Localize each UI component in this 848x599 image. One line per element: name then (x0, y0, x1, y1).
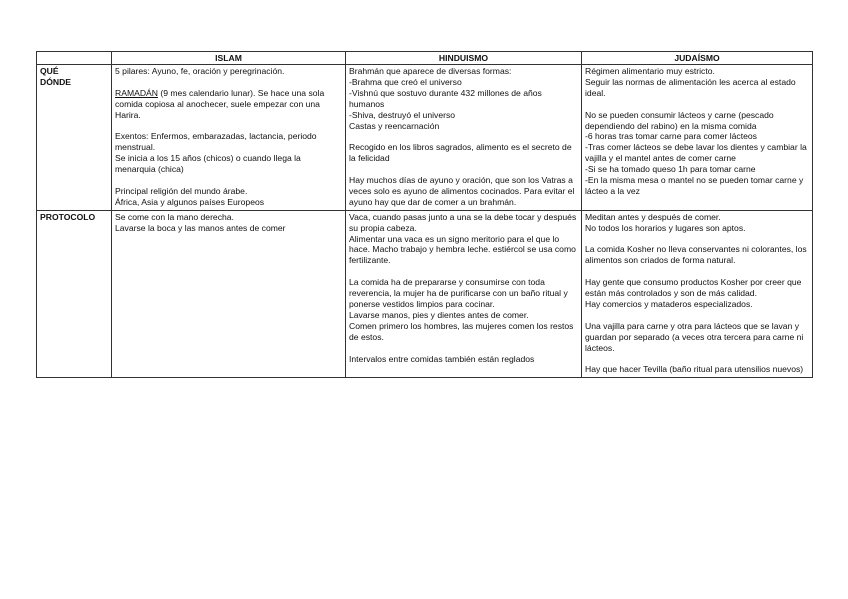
ramadan-text: (9 mes calendario lunar). Se hace una sola comida copiosa al anochecer, suele empezar con una Harira. (115, 87, 325, 120)
header-hinduismo: HINDUISMO (346, 52, 582, 65)
text-line (349, 266, 578, 277)
text-line: Meditan antes y después de comer. (585, 211, 721, 222)
text-line: Brahmán que aparece de diversas formas: (349, 66, 512, 76)
header-islam: ISLAM (112, 52, 346, 65)
cell-judaismo-protocolo (582, 210, 813, 378)
text-line (349, 164, 578, 175)
cell-islam-que-donde (112, 65, 346, 211)
text-line (115, 88, 342, 121)
text-line: -Si se ha tomado queso 1h para tomar carne (585, 164, 756, 175)
cell-hinduismo-que-donde (346, 65, 582, 211)
row-que-donde (37, 65, 813, 211)
text-line: Exentos: Enfermos, embarazadas, lactancia, periodo menstrual. (115, 131, 317, 153)
text-line (115, 77, 342, 88)
cell-judaismo-que-donde (582, 65, 813, 211)
text-line (115, 175, 342, 186)
cell-hinduismo-protocolo (346, 210, 582, 378)
text-line: La comida Kosher no lleva conservantes ni colorantes, los alimentos son criados de forma natural. (585, 244, 807, 266)
text-line (349, 131, 578, 142)
text-line: -6 horas tras tomar carne para comer lácteos (585, 131, 757, 142)
header-judaismo: JUDAÍSMO (582, 52, 813, 65)
text-line: Castas y reencarnación (349, 120, 440, 131)
text-line: -Shiva, destruyó el universo (349, 109, 456, 120)
row-protocolo (37, 210, 813, 378)
text-line: Alimentar una vaca es un signo meritorio para el que lo hace. Macho trabajo y hembra leche. estiércol se usa como fertilizante. (349, 233, 576, 266)
text-line (585, 99, 809, 110)
text-line: Vaca, cuando pasas junto a una se la debe tocar y después su propia cabeza. (349, 211, 577, 233)
row-label-que-donde (37, 65, 112, 211)
header-row (37, 52, 813, 65)
text-line: Comen primero los hombres, las mujeres comen los restos de estos. (349, 320, 574, 342)
text-line: La comida ha de prepararse y consumirse con toda reverencia, la mujer ha de purificarse con un baño ritual y ponerse vestidos limpios para cocinar. (349, 277, 568, 309)
ramadan-underlined: RAMADÁN (115, 87, 158, 98)
row-label-line: DÓNDE (40, 76, 72, 87)
text-line: Lavarse manos, pies y dientes antes de comer. (349, 309, 529, 320)
text-line (585, 353, 809, 364)
text-line: Régimen alimentario muy estricto. (585, 66, 715, 76)
row-label-line: PROTOCOLO (40, 211, 96, 222)
text-line: Principal religión del mundo árabe. (115, 185, 248, 196)
text-line: -Tras comer lácteos se debe lavar los dientes y cambiar la vajilla y el mantel antes de comer carne (585, 142, 807, 164)
text-line: Recogido en los libros sagrados, alimento es el secreto de la felicidad (349, 142, 572, 164)
text-line: Hay comercios y mataderos especializados. (585, 298, 753, 309)
text-line: -Vishnú que sostuvo durante 432 millones de años humanos (349, 87, 542, 109)
text-line: Lavarse la boca y las manos antes de comer (115, 222, 286, 233)
text-line: Se inicia a los 15 años (chicos) o cuando llega la menarquia (chica) (115, 153, 301, 175)
text-line: África, Asia y algunos países Europeos (115, 196, 265, 207)
row-label-protocolo (37, 210, 112, 378)
text-line: No se pueden consumir lácteos y carne (pescado dependiendo del rabino) en la misma comida (585, 109, 774, 131)
text-line: 5 pilares: Ayuno, fe, oración y peregrinación. (115, 66, 285, 76)
row-label-line: QUÉ (40, 66, 59, 76)
text-line (115, 121, 342, 132)
text-line (349, 343, 578, 354)
text-line: Hay muchos días de ayuno y oración, que son los Vatras a veces solo es ayuno de alimentos cocinados. Para evitar el ayuno hay que dar de comer a un brahmán. (349, 175, 575, 207)
text-line (585, 234, 809, 245)
text-line: -Brahma que creó el universo (349, 76, 462, 87)
text-line (585, 310, 809, 321)
header-empty (37, 52, 112, 65)
text-line: Hay que hacer Tevilla (baño ritual para utensilios nuevos) (585, 364, 804, 375)
text-line: Una vajilla para carne y otra para lácteos que se lavan y guardan por separado (a veces otra tercera para carne ni lácteos. (585, 320, 804, 353)
text-line (585, 266, 809, 277)
text-line: Se come con la mano derecha. (115, 211, 234, 222)
text-line: Seguir las normas de alimentación les acerca al estado ideal. (585, 76, 796, 98)
text-line: -En la misma mesa o mantel no se pueden tomar carne y lácteo a la vez (585, 175, 804, 196)
text-line: No todos los horarios y lugares son aptos. (585, 222, 746, 233)
cell-islam-protocolo (112, 210, 346, 378)
text-line: Hay gente que consumo productos Kosher por creer que están más controlados y son de más calidad. (585, 277, 802, 299)
text-line: Intervalos entre comidas también están reglados (349, 353, 535, 364)
religions-food-table (36, 51, 813, 378)
